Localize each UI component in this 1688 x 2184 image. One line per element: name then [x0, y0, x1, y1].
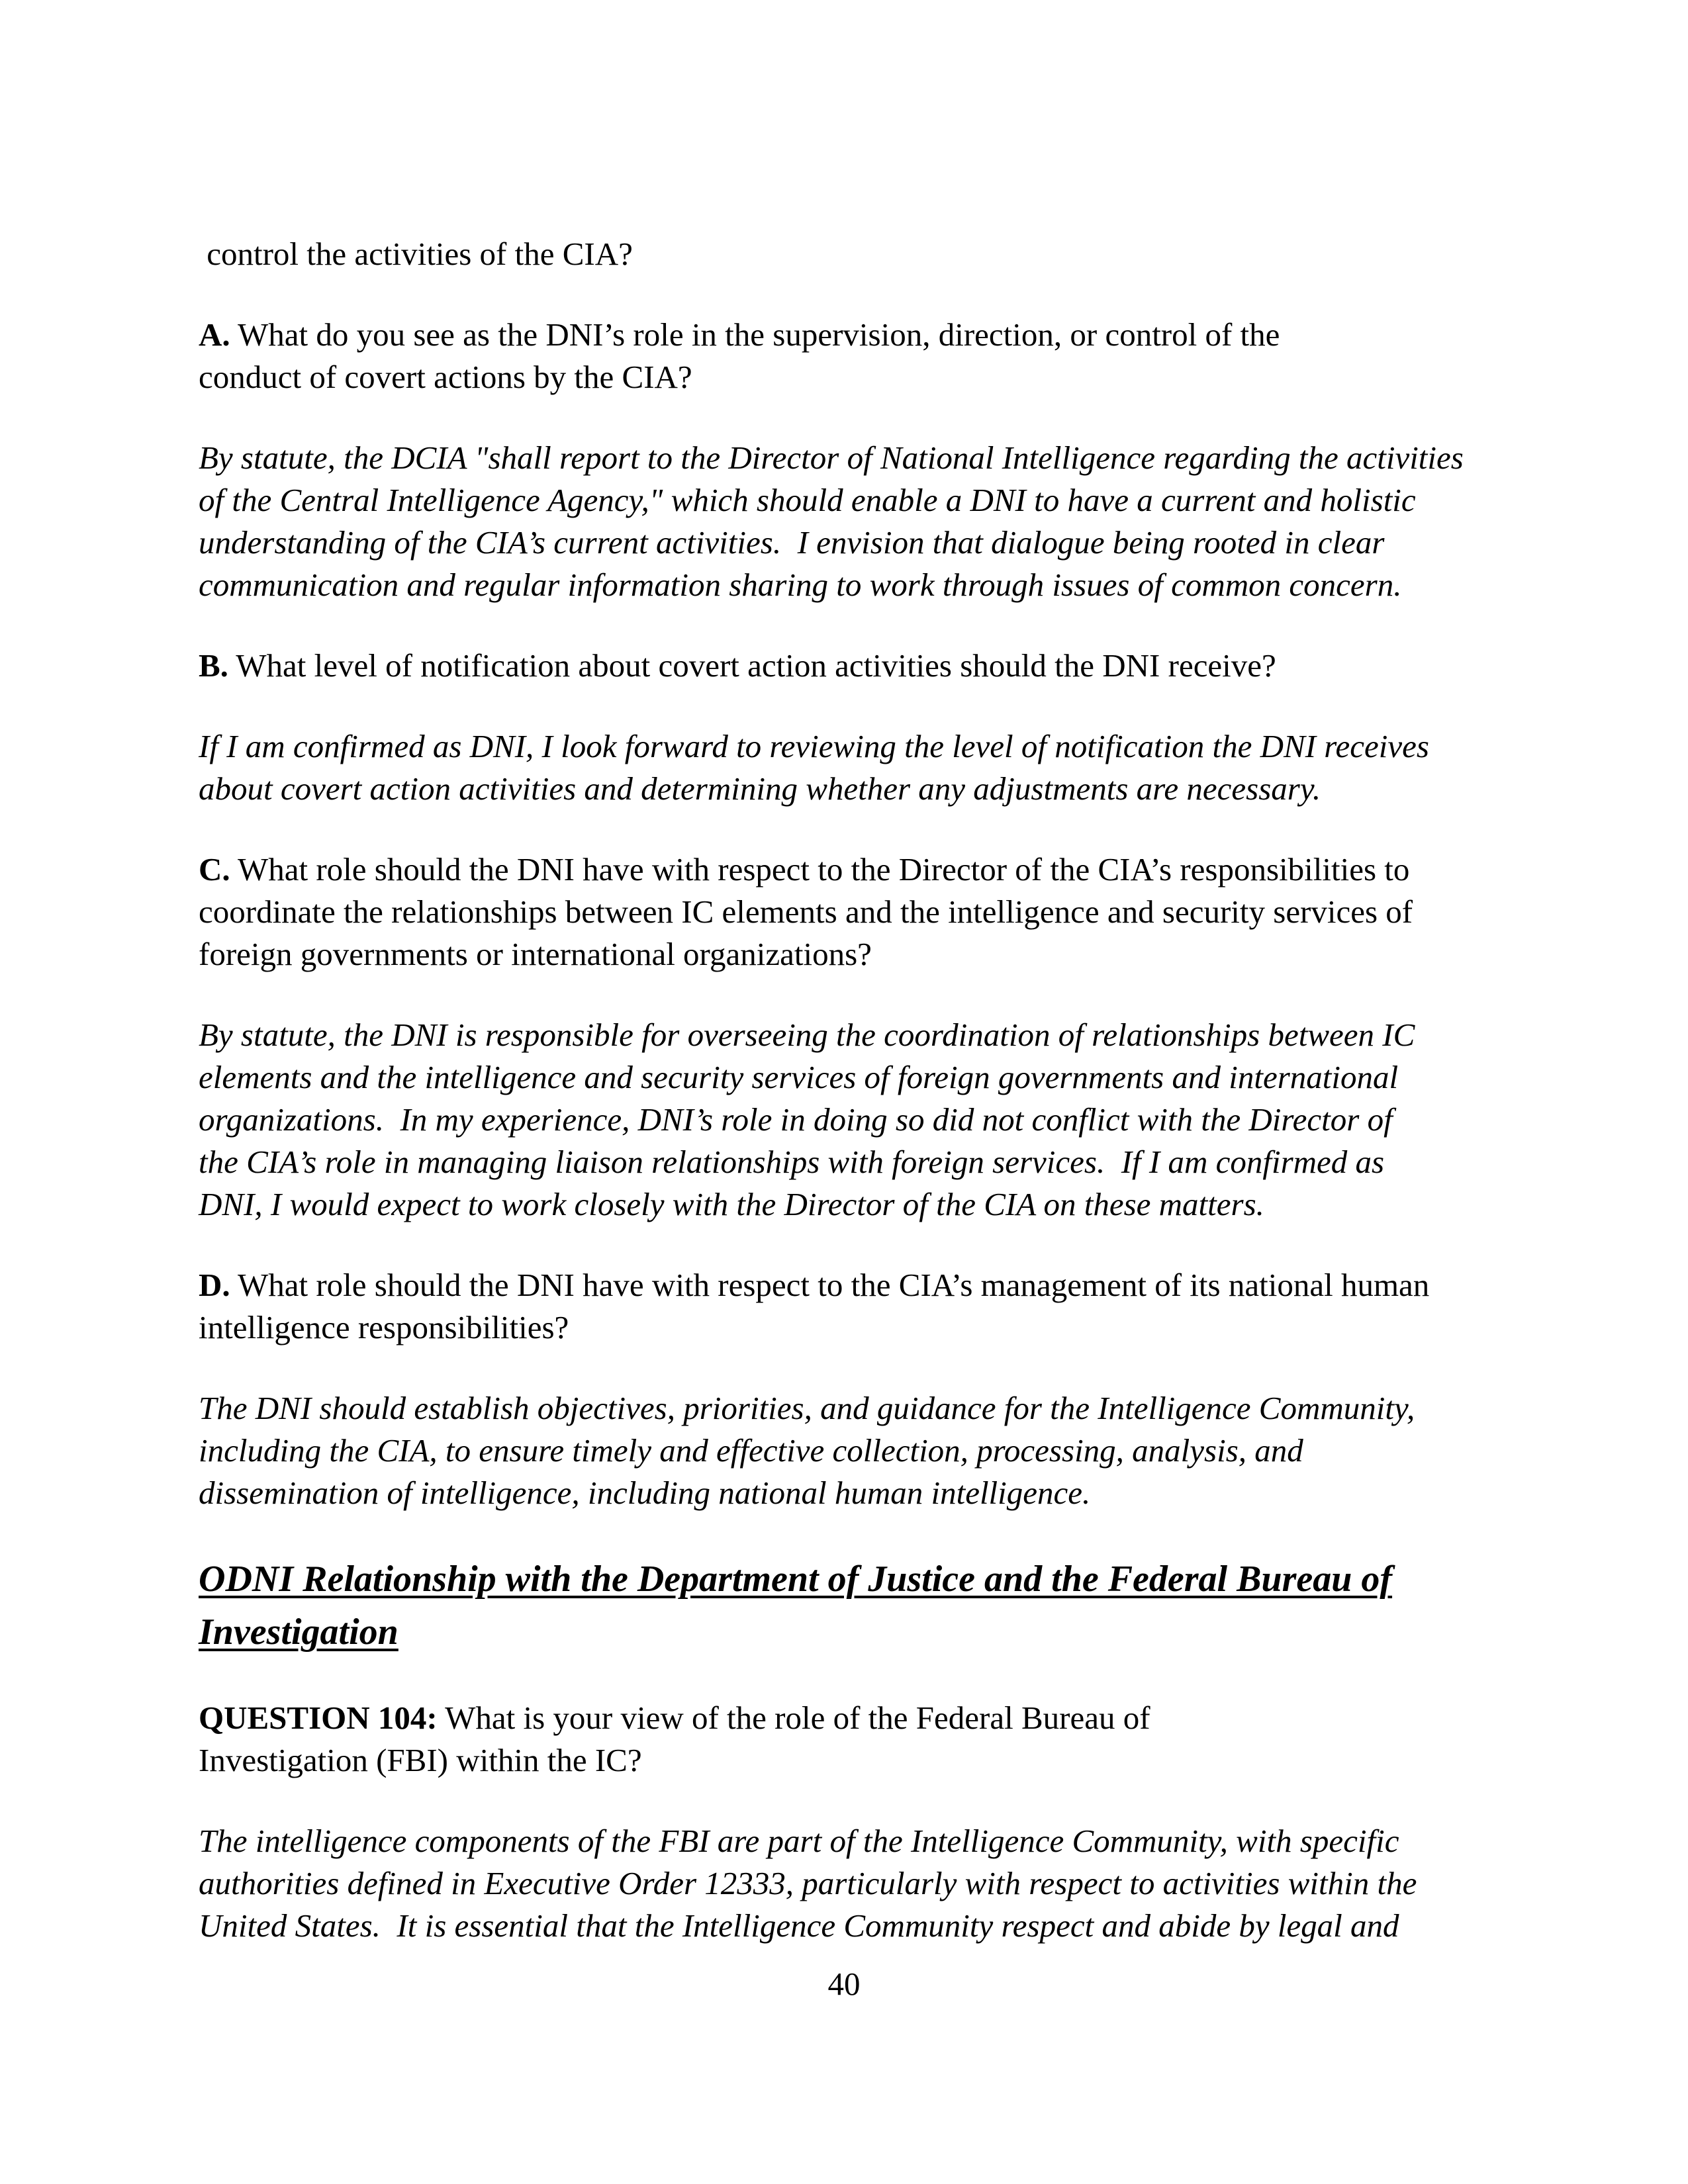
question-104-text: Investigation (FBI) within the IC?: [199, 1742, 642, 1778]
question-d-bold-prefix: D.: [199, 1267, 230, 1303]
answer-a-text: understanding of the CIA’s current activities. I envision that dialogue being rooted in clear: [199, 524, 1385, 561]
answer-a-line: [199, 437, 1668, 479]
answer-d-line: [199, 1472, 1668, 1514]
question-d-line: [199, 1264, 1668, 1306]
answer-a: [199, 437, 1668, 606]
question-c-text: coordinate the relationships between IC elements and the intelligence and security services of: [199, 893, 1413, 930]
section-heading-odni-doj-fbi: [199, 1553, 1668, 1659]
question-b-bold-prefix: B.: [199, 647, 228, 684]
question-c-text: What role should the DNI have with respect to the Director of the CIA’s responsibilities to: [230, 851, 1410, 887]
answer-c-text: By statute, the DNI is responsible for overseeing the coordination of relationships between IC: [199, 1017, 1415, 1053]
carryover-question-text: [199, 233, 1668, 275]
answer-a-text: communication and regular information sharing to work through issues of common concern.: [199, 567, 1402, 603]
question-a: [199, 314, 1668, 398]
question-104-line: [199, 1697, 1668, 1739]
answer-b: [199, 725, 1668, 810]
section-heading-odni-doj-fbi-line: [199, 1606, 1668, 1659]
question-104: [199, 1697, 1668, 1782]
section-heading-odni-doj-fbi-text: Investigation: [199, 1612, 399, 1653]
answer-c-line: [199, 1056, 1668, 1099]
question-a-text: What do you see as the DNI’s role in the supervision, direction, or control of the: [230, 316, 1280, 353]
answer-c-text: organizations. In my experience, DNI’s role in doing so did not conflict with the Director of: [199, 1101, 1393, 1138]
answer-d-text: including the CIA, to ensure timely and effective collection, processing, analysis, and: [199, 1432, 1303, 1469]
answer-104: [199, 1820, 1668, 1947]
answer-a-line: [199, 522, 1668, 564]
answer-b-text: If I am confirmed as DNI, I look forward to reviewing the level of notification the DNI receives: [199, 728, 1429, 764]
question-d-text: What role should the DNI have with respect to the CIA’s management of its national human: [230, 1267, 1430, 1303]
question-b-text: What level of notification about covert action activities should the DNI receive?: [228, 647, 1276, 684]
question-d-text: intelligence responsibilities?: [199, 1309, 569, 1345]
question-c-text: foreign governments or international organizations?: [199, 936, 872, 972]
question-b-line: [199, 645, 1668, 687]
question-d-line: [199, 1306, 1668, 1349]
answer-104-line: [199, 1820, 1668, 1862]
answer-d-line: [199, 1430, 1668, 1472]
answer-104-text: United States. It is essential that the Intelligence Community respect and abide by legal and: [199, 1907, 1399, 1944]
answer-c: [199, 1014, 1668, 1226]
answer-c-text: DNI, I would expect to work closely with the Director of the CIA on these matters.: [199, 1186, 1264, 1222]
answer-c-line: [199, 1099, 1668, 1141]
question-c-line: [199, 891, 1668, 933]
question-b: [199, 645, 1668, 687]
answer-a-line: [199, 564, 1668, 606]
carryover-question-text-line: [199, 233, 1668, 275]
answer-d-text: dissemination of intelligence, including national human intelligence.: [199, 1475, 1091, 1511]
page-number: 40: [827, 1966, 861, 2002]
answer-d: [199, 1387, 1668, 1514]
answer-c-line: [199, 1183, 1668, 1226]
answer-104-line: [199, 1905, 1668, 1947]
answer-b-line: [199, 725, 1668, 768]
answer-104-text: authorities defined in Executive Order 12333, particularly with respect to activities within the: [199, 1865, 1417, 1901]
carryover-question-text-text: control the activities of the CIA?: [199, 236, 633, 272]
question-c: [199, 848, 1668, 976]
answer-c-text: the CIA’s role in managing liaison relationships with foreign services. If I am confirmed as: [199, 1144, 1385, 1180]
question-a-text: conduct of covert actions by the CIA?: [199, 359, 692, 395]
section-heading-odni-doj-fbi-text: ODNI Relationship with the Department of Justice and the Federal Bureau of: [199, 1559, 1393, 1600]
answer-104-line: [199, 1862, 1668, 1905]
question-104-bold-prefix: QUESTION 104:: [199, 1700, 438, 1736]
section-heading-odni-doj-fbi-line: [199, 1553, 1668, 1606]
answer-c-line: [199, 1014, 1668, 1056]
question-c-line: [199, 848, 1668, 891]
question-a-line: [199, 356, 1668, 398]
question-c-line: [199, 933, 1668, 976]
document-body: [199, 233, 1668, 1985]
answer-d-text: The DNI should establish objectives, priorities, and guidance for the Intelligence Community,: [199, 1390, 1415, 1426]
answer-104-text: The intelligence components of the FBI are part of the Intelligence Community, with specific: [199, 1823, 1399, 1859]
question-d: [199, 1264, 1668, 1349]
answer-a-text: By statute, the DCIA "shall report to the Director of National Intelligence regarding the activities: [199, 439, 1464, 476]
answer-c-text: elements and the intelligence and security services of foreign governments and international: [199, 1059, 1399, 1095]
question-104-text: What is your view of the role of the Federal Bureau of: [437, 1700, 1150, 1736]
question-a-bold-prefix: A.: [199, 316, 230, 353]
answer-a-line: [199, 479, 1668, 522]
answer-d-line: [199, 1387, 1668, 1430]
answer-b-line: [199, 768, 1668, 810]
answer-a-text: of the Central Intelligence Agency," which should enable a DNI to have a current and holistic: [199, 482, 1416, 518]
question-c-bold-prefix: C.: [199, 851, 230, 887]
answer-c-line: [199, 1141, 1668, 1183]
answer-b-text: about covert action activities and determining whether any adjustments are necessary.: [199, 770, 1321, 807]
question-104-line: [199, 1739, 1668, 1782]
question-a-line: [199, 314, 1668, 356]
